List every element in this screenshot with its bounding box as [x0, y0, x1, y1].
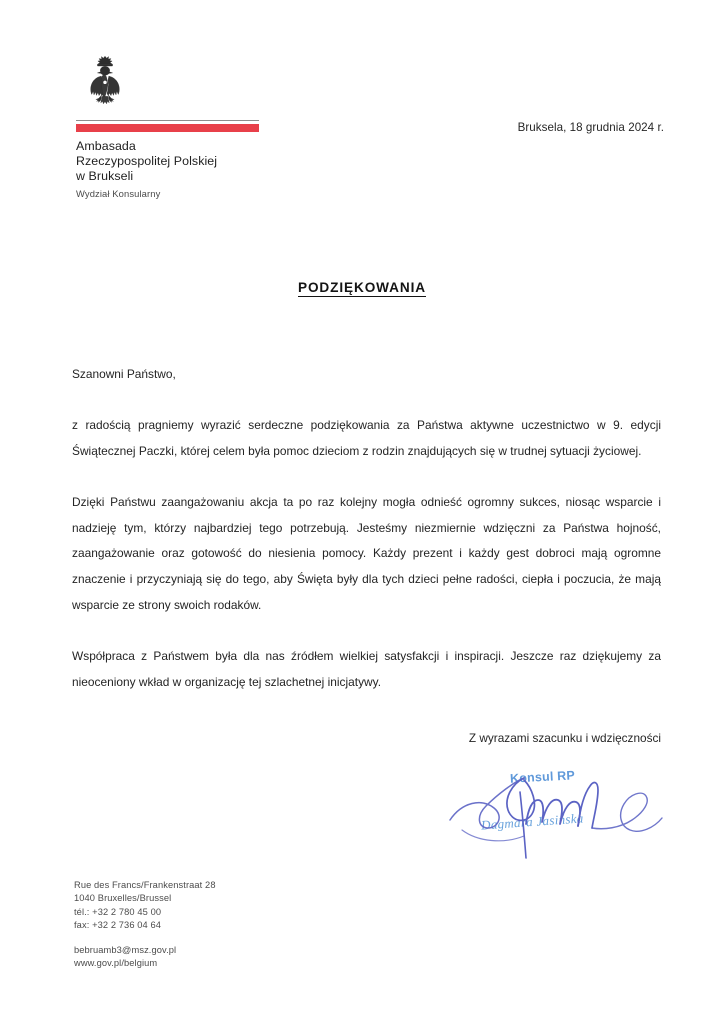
letterhead-thin-rule [76, 120, 259, 121]
org-line-2: Rzeczypospolitej Polskiej [76, 154, 218, 169]
stamp-title: Konsul RP [509, 768, 576, 786]
footer-phone: tél.: +32 2 780 45 00 [74, 906, 162, 917]
paragraph-3: Współpraca z Państwem była dla nas źródłem wielkiej satysfakcji i inspiracji. Jeszcze raz dziękujemy za nieoceniony wkład w organizację tej szlachetnej inicjatywy. [72, 649, 661, 689]
handwritten-signature-icon [448, 758, 674, 862]
page-title [0, 280, 724, 295]
footer-address-line-1: Rue des Francs/Frankenstraat 28 [74, 880, 216, 890]
page-title-text: PODZIĘKOWANIA [297, 280, 426, 295]
footer-website: www.gov.pl/belgium [74, 958, 158, 969]
paragraph-1: z radością pragniemy wyrazić serdeczne podziękowania za Państwa aktywne uczestnictwo w 9. edycji Świątecznej Paczki, której celem była pomoc dzieciom z rodzin znajdujących się w trudnej sytuacji życiowej. [72, 418, 661, 458]
organization-name [76, 139, 374, 185]
footer-address-line-2: 1040 Bruxelles/Brussel [74, 893, 172, 904]
letter-body [72, 366, 661, 695]
org-line-3: w Brukseli [76, 169, 134, 184]
closing-line: Z wyrazami szacunku i wdzięczności [468, 731, 661, 745]
letterhead [74, 52, 374, 200]
footer-fax: fax: +32 2 736 04 64 [74, 920, 162, 931]
letterhead-red-bar [76, 124, 259, 132]
organization-department: Wydział Konsularny [76, 187, 161, 199]
footer-spacer [74, 933, 216, 944]
footer-email: bebruamb3@msz.gov.pl [74, 944, 177, 955]
footer-contact-block [74, 879, 216, 970]
date-line: Bruksela, 18 grudnia 2024 r. [517, 121, 664, 134]
signature-block [448, 758, 674, 862]
stamp-name: Dagmara Jasińska [480, 810, 585, 833]
org-line-1: Ambasada [76, 139, 136, 153]
paragraph-2: Dzięki Państwu zaangażowaniu akcja ta po raz kolejny mogła odnieść ogromny sukces, niosąc wsparcie i nadzieję tym, którzy najbardziej tego potrzebują. Jesteśmy niezmiernie wdzięczni za Państwa hojność, zaangażowanie oraz gotowość do niesienia pomocy. Każdy prezent i każdy gest dobroci mają ogromne znaczenie i przyczyniają się do tego, aby Święta były dla tych dzieci pełne radości, ciepła i poczucia, że mają wsparcie ze strony swoich rodaków. [72, 495, 661, 612]
polish-eagle-emblem-icon [82, 52, 128, 112]
salutation: Szanowni Państwo, [72, 367, 176, 381]
